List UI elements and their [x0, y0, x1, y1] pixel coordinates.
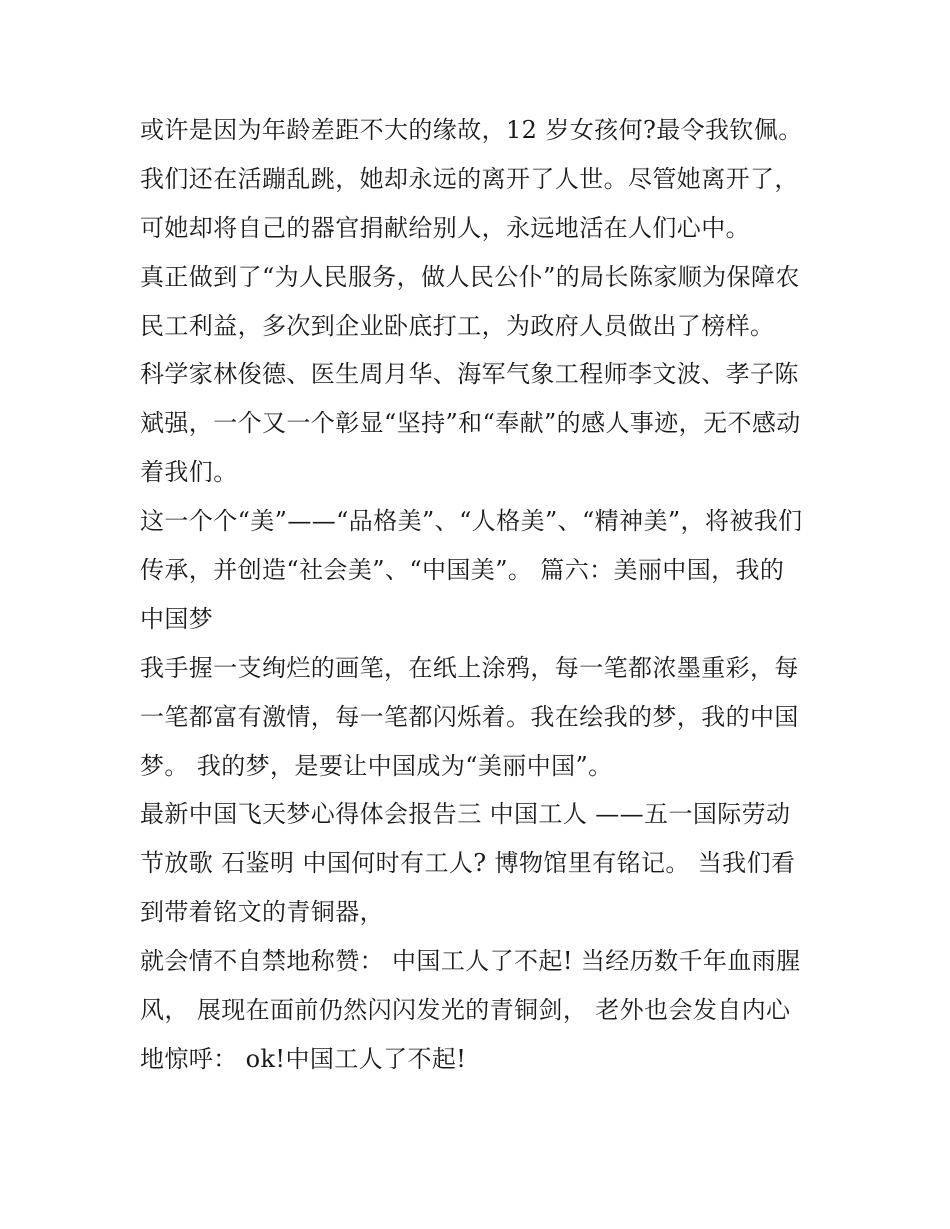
- text-line: 或许是因为年龄差距不大的缘故，12 岁女孩何?最令我钦佩。: [140, 116, 803, 144]
- text-line: 就会情不自禁地称赞： 中国工人了不起! 当经历数千年血雨腥: [140, 947, 801, 976]
- text-line: 传承，并创造“社会美”、“中国美”。 篇六：美丽中国，我的: [140, 556, 785, 585]
- body-text: [140, 106, 820, 1084]
- text-line: 科学家林俊德、医生周月华、海军气象工程师李文波、孝子陈: [140, 360, 799, 389]
- text-line: 这一个个“美”——“品格美”、“人格美”、“精神美”，将被我们: [140, 507, 803, 536]
- text-line: 一笔都富有激情，每一笔都闪烁着。我在绘我的梦，我的中国: [140, 702, 799, 731]
- text-line: 到带着铭文的青铜器，: [140, 898, 384, 927]
- text-line: 最新中国飞天梦心得体会报告三 中国工人 ——五一国际劳动: [140, 800, 791, 829]
- text-line: 我手握一支绚烂的画笔，在纸上涂鸦，每一笔都浓墨重彩，每: [140, 653, 799, 682]
- text-line: 我们还在活蹦乱跳，她却永远的离开了人世。尽管她离开了，: [140, 164, 799, 193]
- text-line: 着我们。: [140, 458, 238, 487]
- text-line: 可她却将自己的器官捐献给别人，永远地活在人们心中。: [140, 213, 750, 242]
- text-line: 中国梦: [140, 604, 214, 633]
- text-line: 真正做到了“为人民服务，做人民公仆”的局长陈家顺为保障农: [140, 262, 800, 291]
- text-line: 梦。 我的梦，是要让中国成为“美丽中国”。: [140, 751, 613, 780]
- text-line: 民工利益，多次到企业卧底打工，为政府人员做出了榜样。: [140, 311, 775, 340]
- text-line: 节放歌 石鉴明 中国何时有工人? 博物馆里有铭记。 当我们看: [140, 849, 796, 878]
- text-line: 风， 展现在面前仍然闪闪发光的青铜剑， 老外也会发自内心: [140, 996, 791, 1025]
- text-line: 斌强，一个又一个彰显“坚持”和“奉献”的感人事迹，无不感动: [140, 409, 801, 438]
- text-line: 地惊呼： ok!中国工人了不起!: [140, 1044, 467, 1073]
